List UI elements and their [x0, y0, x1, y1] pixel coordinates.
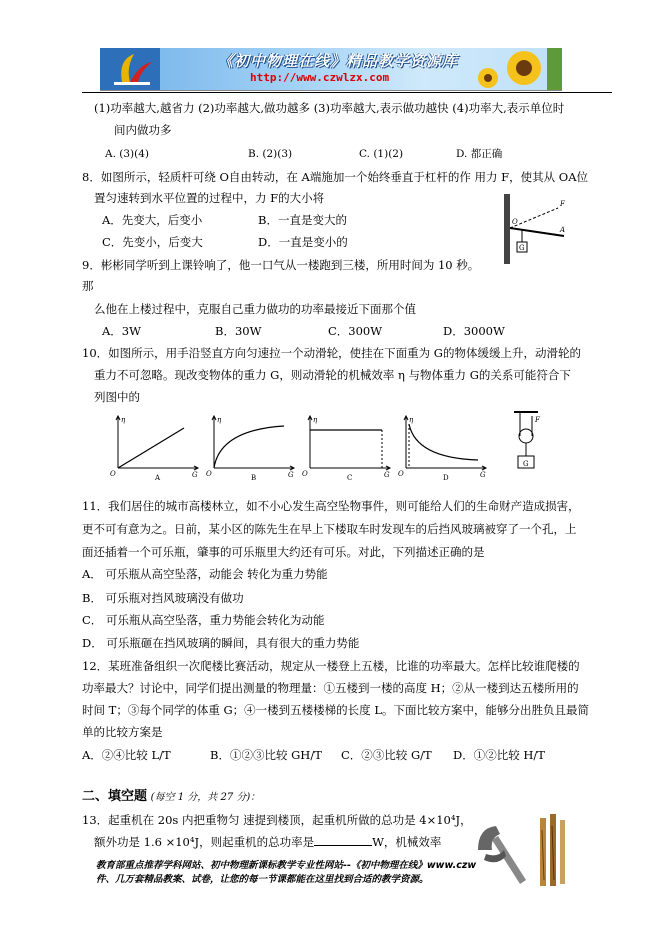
- graph-b-x-label: G: [288, 471, 294, 479]
- q9-option-b: B．30W: [215, 324, 262, 338]
- q11-stem-line2: 更不可有意为之。日前，某小区的陈先生在早上下楼取车时发现车的后挡风玻璃被穿了一个孔，上: [82, 522, 577, 536]
- banner-url[interactable]: http://www.czwlzx.com: [250, 71, 390, 84]
- graph-a-curve: [118, 428, 184, 468]
- q12-stem-line3: 时间 T；③每个同学的体重 G；④一楼到五楼楼梯的长度 L。下面比较方案中，能够分出胜负且最简: [82, 703, 589, 717]
- graph-c-origin: O: [302, 470, 308, 478]
- graph-d-origin: O: [398, 470, 404, 478]
- q11-stem-line1: 11．我们居住的城市高楼林立，如不小心发生高空坠物事件，则可能给人们的生命财产造成损害，: [82, 499, 580, 513]
- q10-stem-line3: 列图中的: [94, 390, 140, 404]
- graph-c-label: C: [347, 474, 353, 482]
- q7-option-a: A. (3)(4): [105, 148, 150, 160]
- header-banner: [100, 48, 562, 91]
- q9-option-c: C．300W: [328, 324, 383, 338]
- lever-label-a: A: [560, 226, 566, 234]
- graph-a-y-label: η: [121, 416, 126, 424]
- pulley-figure: [508, 408, 558, 478]
- q10-stem-line2: 重力不可忽略。现改变物体的重力 G，则动滑轮的机械效率 η 与物体重力 G的关系可能符合下: [94, 368, 571, 382]
- graph-b-curve: [214, 426, 284, 468]
- pulley-label-g: G: [523, 460, 529, 468]
- q11-option-b: B． 可乐瓶对挡风玻璃没有做功: [82, 591, 244, 605]
- lever-figure: [498, 186, 570, 266]
- q13-text-after-blank: W，机械效率: [372, 835, 442, 849]
- graph-a-label: A: [155, 474, 161, 482]
- q10-graphs: [110, 410, 530, 482]
- sunflower-icon: [472, 48, 562, 90]
- footer-line2: 件、几万套精品教案、试卷，让您的每一节课都能在这里找到合适的教学资源。: [96, 874, 429, 885]
- lever-rod: [510, 228, 564, 236]
- tools-illustration-icon: [468, 810, 580, 892]
- lever-label-g: G: [519, 244, 525, 252]
- q12-stem-line4: 单的比较方案是: [82, 725, 163, 739]
- graph-b-label: B: [251, 474, 257, 482]
- q9-stem-line2: 那: [82, 279, 94, 293]
- q12-option-c: C．②③比较 G/T: [341, 748, 432, 762]
- graph-d-y-label: η: [409, 416, 414, 424]
- pulley-wheel: [519, 429, 533, 443]
- graph-a-x-label: G: [192, 471, 198, 479]
- q11-option-a: A． 可乐瓶从高空坠落，动能会 转化为重力势能: [82, 567, 328, 581]
- q13-stem-line2: [94, 834, 441, 850]
- q7-statements-line2: 间内做功多: [114, 123, 172, 137]
- q12-option-a: A．②④比较 L/T: [82, 748, 171, 762]
- section-note: (每空 1 分，共 27 分)：: [150, 792, 261, 803]
- q13-stem-line1: 13．起重机在 20s 内把重物匀 速提到楼顶，起重机所做的总功是 4×10⁴J，: [82, 813, 472, 827]
- q7-statements-line1: (1)功率越大,越省力 (2)功率越大,做功越多 (3)功率越大,表示做功越快 (4)功率大,表示单位时: [94, 101, 565, 115]
- q8-stem-line2: 置匀速转到水平位置的过程中，力 F的大小将: [94, 191, 325, 205]
- graph-c-y-label: η: [313, 416, 318, 424]
- q8-option-d: D．一直是变小的: [258, 235, 348, 249]
- graph-d-curve: [409, 424, 478, 460]
- section-title: 二、填空题: [82, 789, 148, 804]
- graph-d-label: D: [443, 474, 449, 482]
- graph-c-x-label: G: [384, 471, 390, 479]
- q11-stem-line3: 面还插着一个可乐瓶，肇事的可乐瓶里大约还有可乐。对此，下列描述正确的是: [82, 545, 485, 559]
- q8-option-b: B．一直是变大的: [258, 213, 347, 227]
- q8-stem-line1: 8．如图所示，轻质杆可绕 O自由转动，在 A端施加一个始终垂直于杠杆的作 用力 F，使其从 OA位: [82, 170, 589, 184]
- q9-stem-line1: 9．彬彬同学听到上课铃响了，他一口气从一楼跑到三楼，所用时间为 10 秒。: [82, 258, 480, 272]
- q8-option-c: C．先变小，后变大: [102, 235, 203, 249]
- q7-option-c: C. (1)(2): [359, 148, 404, 160]
- site-logo-icon: [100, 48, 160, 90]
- lever-wall: [504, 194, 510, 264]
- q7-option-d: D. 都正确: [456, 148, 503, 160]
- pulley-label-f: F: [535, 416, 540, 424]
- q7-option-b: B. (2)(3): [248, 148, 293, 160]
- footer-line1: 教育部重点推荐学科网站、初中物理新课标教学专业性网站--《初中物理在线》www.czw: [96, 860, 477, 871]
- q11-option-d: D． 可乐瓶砸在挡风玻璃的瞬间，具有很大的重力势能: [82, 636, 360, 650]
- graph-a-origin: O: [110, 470, 116, 478]
- q12-option-b: B．①②③比较 GH/T: [210, 748, 322, 762]
- q12-stem-line2: 功率最大？讨论中，同学们提出测量的物理量：①五楼到一楼的高度 H；②从一楼到达五楼所用的: [82, 681, 579, 695]
- q9-stem-line3: 么他在上楼过程中，克服自己重力做功的功率最接近下面那个值: [94, 302, 416, 316]
- graph-b-origin: O: [206, 470, 212, 478]
- q10-stem-line1: 10．如图所示，用手沿竖直方向匀速拉一个动滑轮，使挂在下面重为 G的物体缓缓上升，动滑轮的: [82, 346, 581, 360]
- q9-option-d: D．3000W: [443, 324, 505, 338]
- lever-label-f: F: [560, 200, 565, 208]
- q12-option-d: D．①②比较 H/T: [453, 748, 545, 762]
- section-heading: [82, 788, 260, 806]
- lever-label-o: O: [512, 218, 518, 226]
- graph-d-x-label: G: [480, 471, 486, 479]
- q8-option-a: A．先变大，后变小: [102, 213, 203, 227]
- q11-option-c: C． 可乐瓶从高空坠落，重力势能会转化为动能: [82, 613, 325, 627]
- graph-b-y-label: η: [217, 416, 222, 424]
- q13-text-before-blank: 额外功是 1.6 ×10⁴J，则起重机的总功率是: [94, 835, 315, 849]
- q12-stem-line1: 12．某班准备组织一次爬楼比赛活动，规定从一楼登上五楼，比谁的功率最大。怎样比较谁爬楼的: [82, 659, 580, 673]
- header-rule: [82, 92, 612, 93]
- banner-title: 《初中物理在线》精品教学资源库: [218, 52, 459, 70]
- q13-answer-blank[interactable]: [314, 834, 372, 846]
- q9-option-a: A．3W: [102, 324, 141, 338]
